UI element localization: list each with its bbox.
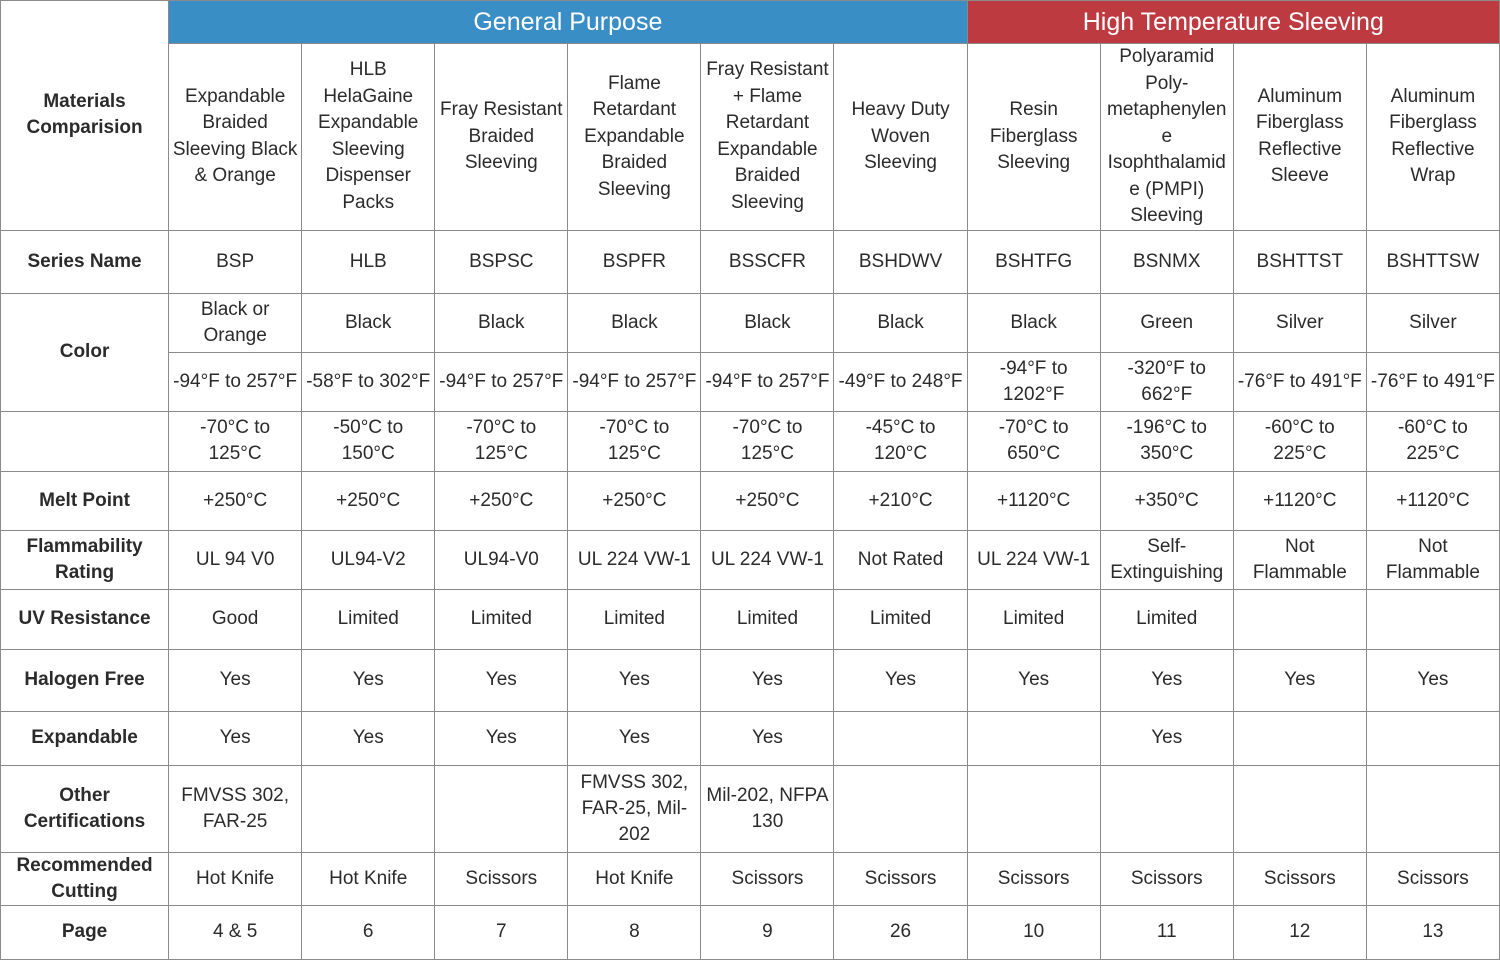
halogen-free-cell: Yes (568, 649, 701, 711)
cutting-cell: Scissors (435, 852, 568, 905)
uv-resistance-cell: Limited (834, 589, 967, 649)
page-cell: 6 (302, 905, 435, 959)
temperature-c-cell: -70°C to 125°C (701, 411, 834, 471)
color-cell: Black (834, 293, 967, 352)
color-cell: Black or Orange (169, 293, 302, 352)
flammability-cell: Self-Extinguishing (1100, 530, 1233, 589)
halogen-free-cell: Yes (169, 649, 302, 711)
expandable-cell (1366, 711, 1499, 765)
melt-point-cell: +1120°C (1233, 471, 1366, 530)
product-name-cell: Aluminum Fiberglass Reflective Sleeve (1233, 44, 1366, 231)
temperature-c-cell: -70°C to 125°C (435, 411, 568, 471)
row-label-page: Page (1, 905, 169, 959)
row-label-series: Series Name (1, 230, 169, 293)
series-cell: BSSCFR (701, 230, 834, 293)
temperature-c-cell: -45°C to 120°C (834, 411, 967, 471)
color-cell: Black (967, 293, 1100, 352)
page-cell: 8 (568, 905, 701, 959)
series-cell: HLB (302, 230, 435, 293)
melt-point-cell: +250°C (302, 471, 435, 530)
certifications-cell (834, 765, 967, 852)
color-row (1, 293, 1500, 352)
expandable-cell: Yes (169, 711, 302, 765)
uv-resistance-cell: Limited (435, 589, 568, 649)
temperature-f-cell: -76°F to 491°F (1233, 352, 1366, 411)
page-cell: 9 (701, 905, 834, 959)
expandable-cell: Yes (701, 711, 834, 765)
product-name-cell: Resin Fiberglass Sleeving (967, 44, 1100, 231)
melt-point-cell: +210°C (834, 471, 967, 530)
halogen-free-cell: Yes (701, 649, 834, 711)
flammability-cell: UL 224 VW-1 (568, 530, 701, 589)
melt-point-cell: +250°C (169, 471, 302, 530)
row-label-expandable: Expandable (1, 711, 169, 765)
expandable-row (1, 711, 1500, 765)
series-cell: BSHDWV (834, 230, 967, 293)
expandable-cell (834, 711, 967, 765)
certifications-cell (435, 765, 568, 852)
temperature-f-cell: -94°F to 257°F (701, 352, 834, 411)
flammability-cell: UL94-V0 (435, 530, 568, 589)
page-cell: 13 (1366, 905, 1499, 959)
melt-point-cell: +250°C (701, 471, 834, 530)
temperature-c-cell: -70°C to 125°C (169, 411, 302, 471)
color-cell: Black (701, 293, 834, 352)
uv-resistance-cell (1233, 589, 1366, 649)
cutting-cell: Scissors (1100, 852, 1233, 905)
halogen-free-cell: Yes (1233, 649, 1366, 711)
series-cell: BSPSC (435, 230, 568, 293)
cutting-cell: Scissors (701, 852, 834, 905)
group-header-row (1, 1, 1500, 44)
flammability-cell: UL 94 V0 (169, 530, 302, 589)
row-label-flammability: Flammability Rating (1, 530, 169, 589)
certifications-cell (1233, 765, 1366, 852)
temperature-f-cell: -94°F to 257°F (435, 352, 568, 411)
expandable-cell: Yes (1100, 711, 1233, 765)
temperature-f-row (1, 352, 1500, 411)
page-cell: 11 (1100, 905, 1233, 959)
cutting-cell: Hot Knife (169, 852, 302, 905)
flammability-cell: Not Flammable (1366, 530, 1499, 589)
certifications-cell (967, 765, 1100, 852)
high-temperature-header: High Temperature Sleeving (967, 1, 1499, 44)
temperature-f-cell: -94°F to 1202°F (967, 352, 1100, 411)
row-label-temperature-c (1, 411, 169, 471)
page-row (1, 905, 1500, 959)
product-name-cell: Heavy Duty Woven Sleeving (834, 44, 967, 231)
melt-point-row (1, 471, 1500, 530)
halogen-free-cell: Yes (302, 649, 435, 711)
certifications-cell: Mil-202, NFPA 130 (701, 765, 834, 852)
flammability-cell: UL 224 VW-1 (967, 530, 1100, 589)
flammability-cell: Not Flammable (1233, 530, 1366, 589)
halogen-free-row (1, 649, 1500, 711)
page-cell: 26 (834, 905, 967, 959)
uv-resistance-cell (1366, 589, 1499, 649)
uv-resistance-row (1, 589, 1500, 649)
temperature-f-cell: -320°F to 662°F (1100, 352, 1233, 411)
color-cell: Black (435, 293, 568, 352)
cutting-cell: Hot Knife (568, 852, 701, 905)
product-name-cell: Fray Resistant Braided Sleeving (435, 44, 568, 231)
product-name-cell: HLB HelaGaine Expandable Sleeving Dispenser Packs (302, 44, 435, 231)
color-cell: Silver (1233, 293, 1366, 352)
certifications-cell: FMVSS 302, FAR-25, Mil-202 (568, 765, 701, 852)
uv-resistance-cell: Limited (568, 589, 701, 649)
flammability-cell: UL 224 VW-1 (701, 530, 834, 589)
melt-point-cell: +1120°C (967, 471, 1100, 530)
general-purpose-header: General Purpose (169, 1, 968, 44)
certifications-cell (1366, 765, 1499, 852)
halogen-free-cell: Yes (834, 649, 967, 711)
product-name-row (1, 44, 1500, 231)
uv-resistance-cell: Good (169, 589, 302, 649)
certifications-row (1, 765, 1500, 852)
row-label-melt-point: Melt Point (1, 471, 169, 530)
expandable-cell (967, 711, 1100, 765)
row-label-uv-resistance: UV Resistance (1, 589, 169, 649)
page-cell: 10 (967, 905, 1100, 959)
halogen-free-cell: Yes (1100, 649, 1233, 711)
series-cell: BSHTTSW (1366, 230, 1499, 293)
cutting-cell: Scissors (1366, 852, 1499, 905)
series-cell: BSHTFG (967, 230, 1100, 293)
color-cell: Silver (1366, 293, 1499, 352)
flammability-row (1, 530, 1500, 589)
cutting-cell: Scissors (1233, 852, 1366, 905)
cutting-cell: Scissors (967, 852, 1100, 905)
flammability-cell: UL94-V2 (302, 530, 435, 589)
temperature-c-cell: -70°C to 125°C (568, 411, 701, 471)
certifications-cell: FMVSS 302, FAR-25 (169, 765, 302, 852)
cutting-cell: Hot Knife (302, 852, 435, 905)
temperature-f-cell: -76°F to 491°F (1366, 352, 1499, 411)
row-label-certifications: Other Certifications (1, 765, 169, 852)
row-label-halogen-free: Halogen Free (1, 649, 169, 711)
row-label-color: Color (1, 293, 169, 411)
temperature-f-cell: -94°F to 257°F (169, 352, 302, 411)
melt-point-cell: +350°C (1100, 471, 1233, 530)
temperature-c-row (1, 411, 1500, 471)
expandable-cell: Yes (568, 711, 701, 765)
series-row (1, 230, 1500, 293)
product-name-cell: Aluminum Fiberglass Reflective Wrap (1366, 44, 1499, 231)
page-cell: 4 & 5 (169, 905, 302, 959)
uv-resistance-cell: Limited (1100, 589, 1233, 649)
temperature-c-cell: -60°C to 225°C (1366, 411, 1499, 471)
temperature-f-cell: -58°F to 302°F (302, 352, 435, 411)
temperature-c-cell: -60°C to 225°C (1233, 411, 1366, 471)
expandable-cell: Yes (302, 711, 435, 765)
product-name-cell: Expandable Braided Sleeving Black & Orange (169, 44, 302, 231)
uv-resistance-cell: Limited (302, 589, 435, 649)
color-cell: Black (302, 293, 435, 352)
uv-resistance-cell: Limited (967, 589, 1100, 649)
series-cell: BSHTTST (1233, 230, 1366, 293)
page-cell: 12 (1233, 905, 1366, 959)
series-cell: BSPFR (568, 230, 701, 293)
temperature-f-cell: -49°F to 248°F (834, 352, 967, 411)
series-cell: BSP (169, 230, 302, 293)
temperature-c-cell: -70°C to 650°C (967, 411, 1100, 471)
cutting-cell: Scissors (834, 852, 967, 905)
temperature-c-cell: -50°C to 150°C (302, 411, 435, 471)
melt-point-cell: +1120°C (1366, 471, 1499, 530)
flammability-cell: Not Rated (834, 530, 967, 589)
halogen-free-cell: Yes (1366, 649, 1499, 711)
halogen-free-cell: Yes (967, 649, 1100, 711)
product-name-cell: Polyaramid Poly-metaphenylene Isophthalamide (PMPI) Sleeving (1100, 44, 1233, 231)
certifications-cell (1100, 765, 1233, 852)
page-cell: 7 (435, 905, 568, 959)
melt-point-cell: +250°C (568, 471, 701, 530)
temperature-f-cell: -94°F to 257°F (568, 352, 701, 411)
temperature-c-cell: -196°C to 350°C (1100, 411, 1233, 471)
uv-resistance-cell: Limited (701, 589, 834, 649)
expandable-cell (1233, 711, 1366, 765)
halogen-free-cell: Yes (435, 649, 568, 711)
series-cell: BSNMX (1100, 230, 1233, 293)
product-name-cell: Fray Resistant + Flame Retardant Expandable Braided Sleeving (701, 44, 834, 231)
color-cell: Green (1100, 293, 1233, 352)
row-label-cutting: Recommended Cutting (1, 852, 169, 905)
melt-point-cell: +250°C (435, 471, 568, 530)
certifications-cell (302, 765, 435, 852)
expandable-cell: Yes (435, 711, 568, 765)
product-name-cell: Flame Retardant Expandable Braided Sleeving (568, 44, 701, 231)
color-cell: Black (568, 293, 701, 352)
corner-label: Materials Comparision (1, 1, 169, 231)
cutting-row (1, 852, 1500, 905)
